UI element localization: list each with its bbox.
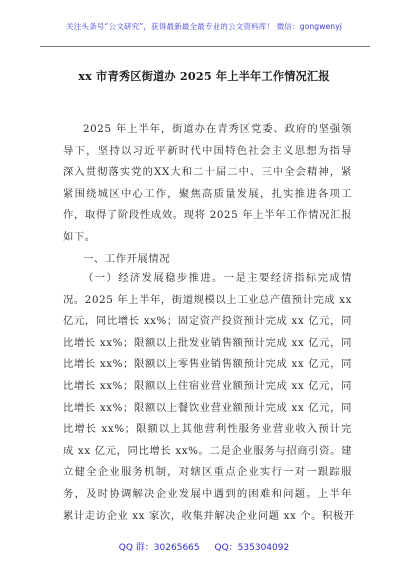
intro-line: 2025 年上半年，街道办在青秀区党委、政府的坚强领 [83, 123, 352, 135]
section-line: 况。2025 年上半年，街道规模以上工业总产值预计完成 xx [63, 293, 352, 306]
document-title: xx 市青秀区街道办 2025 年上半年工作情况汇报 [78, 69, 330, 83]
section-paragraph [63, 268, 355, 527]
header-banner [0, 0, 408, 46]
section-line: 立健全企业服务机制，对辖区重点企业实行一对一跟踪服 [63, 466, 352, 479]
section-line: 亿元，同比增长 xx%；固定资产投资预计完成 xx 亿元，同 [63, 315, 352, 328]
intro-line: 作，取得了阶段性成效。现将 2025 年上半年工作情况汇报 [63, 209, 352, 222]
section-line: 成 xx 亿元，同比增长 xx%。二是企业服务与招商引资。建 [63, 444, 352, 457]
footer-qq-group: QQ 群：30265665 [118, 543, 200, 553]
footer-qq: QQ：535304092 [214, 543, 290, 553]
section-line: 比增长 xx%；限额以上零售业销售额预计完成 xx 亿元，同 [63, 358, 352, 371]
section-line: 比增长 xx%；限额以上住宿业营业额预计完成 xx 亿元，同 [63, 379, 352, 392]
intro-line: 深入贯彻落实党的XX大和二十届二中、三中全会精神，紧 [63, 166, 352, 179]
section-heading: 一、工作开展情况 [83, 252, 171, 265]
section-line: 累计走访企业 xx 家次，收集并解决企业问题 xx 个。积极开 [63, 509, 355, 522]
header-divider [40, 46, 370, 47]
intro-line: 如下。 [63, 230, 96, 243]
header-banner-text: 关注头条号“公文研究”，获得最新最全最专业的公文资料库！ 微信：gongwenyj [66, 22, 342, 31]
section-line: 比增长 xx%；限额以上批发业销售额预计完成 xx 亿元，同 [63, 336, 352, 349]
intro-line: 紧围绕城区中心工作，聚焦高质量发展，扎实推进各项工 [63, 187, 352, 200]
section-line: 比增长 xx%；限额以上其他营利性服务业营业收入预计完 [63, 423, 352, 436]
section-line: （一）经济发展稳步推进。一是主要经济指标完成情 [83, 272, 352, 284]
footer-contact [0, 540, 408, 553]
intro-line: 导下，坚持以习近平新时代中国特色社会主义思想为指导 [63, 144, 352, 157]
section-line: 比增长 xx%；限额以上餐饮业营业额预计完成 xx 亿元，同 [63, 401, 352, 414]
section-line: 务，及时协调解决企业发展中遇到的困难和问题。上半年 [63, 487, 352, 500]
intro-paragraph [63, 119, 352, 270]
